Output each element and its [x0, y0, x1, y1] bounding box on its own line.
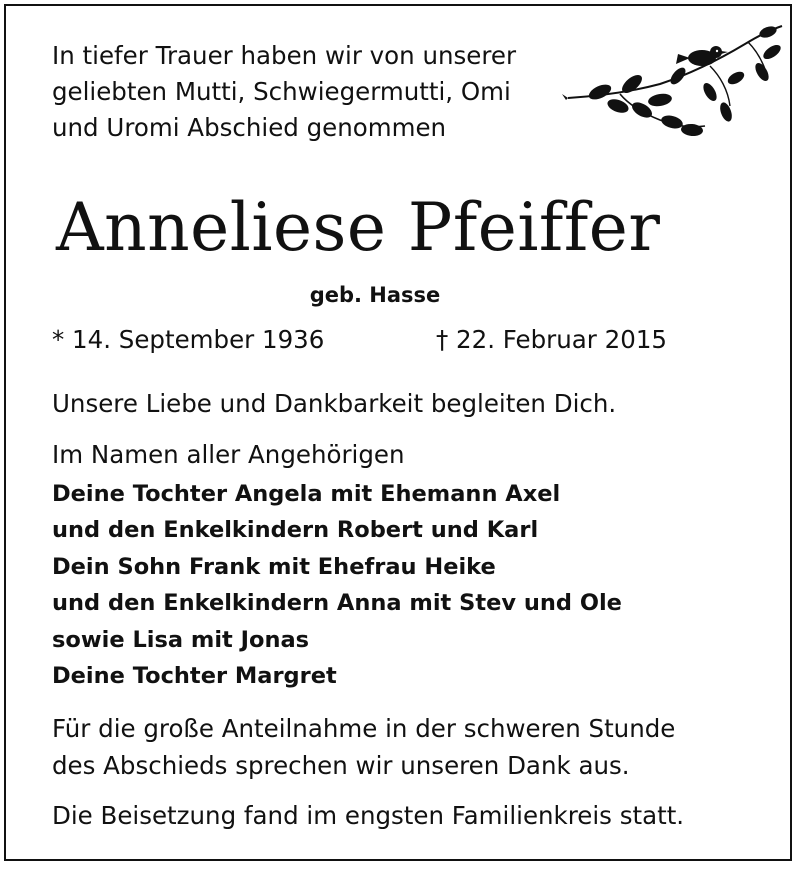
- thanks-line: Für die große Anteilnahme in der schweren Stunde: [52, 714, 676, 743]
- leaf: [647, 92, 673, 108]
- leaf: [606, 97, 631, 116]
- mourner-line: Deine Tochter Angela mit Ehemann Axel: [52, 481, 561, 507]
- death-date: † 22. Februar 2015: [436, 325, 667, 354]
- leaf: [681, 123, 704, 137]
- leaf: [761, 42, 783, 62]
- leaf: [718, 101, 734, 123]
- leaf: [701, 81, 720, 103]
- burial-note: Die Beisetzung fand im engsten Familienkreis statt.: [52, 801, 685, 830]
- leaf: [668, 65, 689, 87]
- bird: [676, 46, 728, 66]
- intro-text: [52, 38, 572, 146]
- mourner-line: sowie Lisa mit Jonas: [52, 626, 310, 653]
- leaf: [660, 113, 684, 130]
- thanks-line: des Abschieds sprechen wir unseren Dank aus.: [52, 751, 630, 780]
- leaf: [726, 69, 747, 87]
- branch-tip: [562, 94, 568, 100]
- leaf: [758, 24, 778, 40]
- deceased-name: Anneliese Pfeiffer: [56, 189, 661, 266]
- maiden-name: geb. Hasse: [309, 283, 441, 307]
- mourner-line: und den Enkelkindern Robert und Karl: [52, 517, 539, 544]
- intro-line: und Uromi Abschied genommen: [52, 113, 447, 142]
- mourners-intro: Im Namen aller Angehörigen: [52, 440, 405, 469]
- sentiment-text: Unsere Liebe und Dankbarkeit begleiten Dich.: [52, 389, 617, 418]
- mourner-line: Dein Sohn Frank mit Ehefrau Heike: [52, 553, 496, 580]
- mourners-list: [52, 476, 622, 694]
- intro-line: geliebten Mutti, Schwiegermutti, Omi: [52, 77, 511, 106]
- leaf: [753, 61, 772, 83]
- bird-on-branch-icon: [560, 14, 790, 144]
- intro-line: In tiefer Trauer haben wir von unserer: [52, 41, 517, 70]
- mourner-line: und den Enkelkindern Anna mit Stev und Ole: [52, 590, 622, 617]
- birth-date: * 14. September 1936: [52, 325, 325, 354]
- mourner-line: Deine Tochter Margret: [52, 663, 337, 690]
- leaf: [587, 81, 614, 102]
